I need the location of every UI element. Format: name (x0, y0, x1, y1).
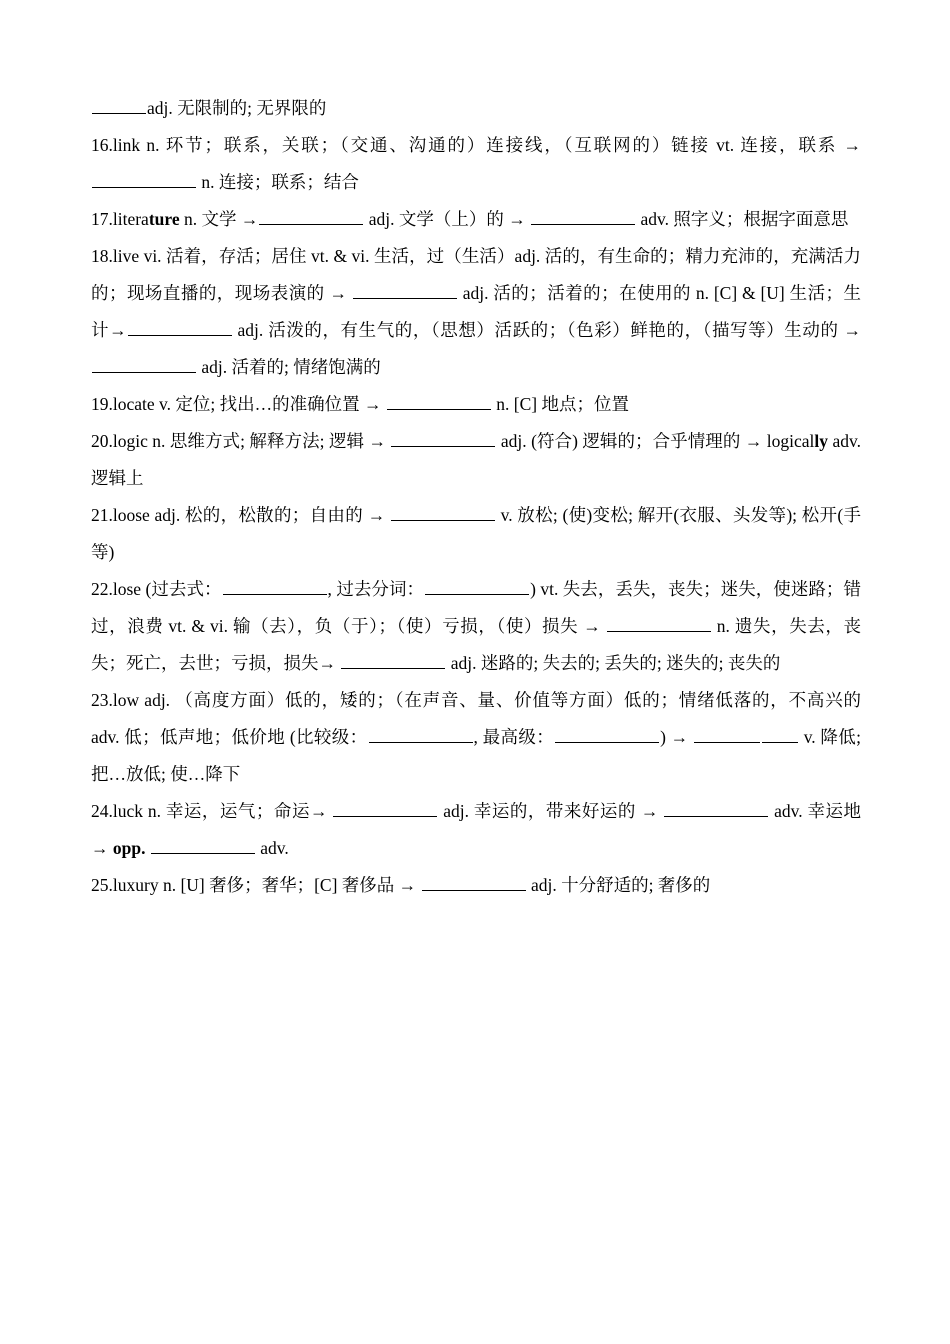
entry-text: adv. 幸运地 → (91, 801, 862, 858)
answer-blank[interactable] (341, 650, 445, 669)
entry-15 (91, 90, 861, 127)
entry-21-loose (91, 497, 861, 571)
answer-blank[interactable] (92, 354, 196, 373)
entry-bold-text: ly (814, 431, 829, 451)
entry-text: adv. 照字义；根据字面意思 (640, 209, 849, 229)
entry-text: adj. (符合) 逻辑的；合乎情理的 → (500, 431, 763, 451)
entry-text: , 过去分词： (327, 579, 425, 599)
entry-text: ) vt. 失去，丢失，丧失；迷失，使迷路；错过，浪费 vt. & vi. 输（去），负（于）；（使）亏损，（使）损失 → (91, 579, 861, 636)
entry-20-logic (91, 423, 861, 497)
entry-text: 16.link n. 环节；联系，关联；（交通、沟通的）连接线，（互联网的）链接 vt. 连接，联系 → (91, 135, 861, 155)
entry-bold-text: ture (148, 209, 180, 229)
entry-text: logical (766, 431, 815, 451)
entry-text: adj. 活的；活着的；在使用的 n. [C] & [U] 生活；生计→ (91, 283, 862, 340)
entry-19-locate (91, 386, 861, 423)
entry-bold-text: opp. (112, 838, 146, 858)
answer-blank[interactable] (92, 95, 146, 114)
entry-18-live (91, 238, 861, 386)
answer-blank[interactable] (555, 724, 659, 743)
entry-text: adj. 活泼的，有生气的，（思想）活跃的；（色彩）鲜艳的，（描写等）生动的 → (237, 320, 861, 340)
entry-text: ) → (660, 727, 689, 747)
entry-25-luxury (91, 867, 861, 904)
entry-text: adj. 迷路的; 失去的; 丢失的; 迷失的; 丧失的 (450, 653, 781, 673)
entry-text: adj. 十分舒适的; 奢侈的 (530, 875, 711, 895)
entry-text: 24.luck n. 幸运，运气；命运→ (91, 801, 328, 821)
answer-blank[interactable] (128, 317, 232, 336)
entry-text: 19.locate v. 定位; 找出…的准确位置 → (91, 394, 382, 414)
entry-text: adv. (260, 838, 289, 858)
entry-23-low (91, 682, 861, 793)
answer-blank[interactable] (664, 798, 768, 817)
entry-text: , 最高级： (473, 727, 555, 747)
entry-text: 25.luxury n. [U] 奢侈；奢华；[C] 奢侈品 → (91, 875, 417, 895)
entry-text: n. 连接；联系；结合 (201, 172, 359, 192)
document-page (91, 90, 861, 904)
entry-16-link (91, 127, 861, 201)
answer-blank[interactable] (223, 576, 327, 595)
entry-17-literature (91, 201, 861, 238)
answer-blank[interactable] (694, 724, 760, 743)
entry-text: 17.litera (91, 209, 149, 229)
answer-blank[interactable] (92, 169, 196, 188)
answer-blank[interactable] (531, 206, 635, 225)
answer-blank[interactable] (387, 391, 491, 410)
entry-text: n. 文学 → (179, 209, 259, 229)
entry-text: v. 降低; 把…放低; 使…降下 (91, 727, 862, 784)
answer-blank[interactable] (369, 724, 473, 743)
entry-24-luck (91, 793, 861, 867)
answer-blank[interactable] (333, 798, 437, 817)
answer-blank[interactable] (259, 206, 363, 225)
answer-blank[interactable] (353, 280, 457, 299)
entry-text: 21.loose adj. 松的，松散的；自由的 → (91, 505, 386, 525)
entry-text: n. 遗失，失去，丧失；死亡，去世；亏损，损失→ (91, 616, 862, 673)
entry-text: 22.lose (过去式： (91, 579, 222, 599)
entry-text: 18.live vi. 活着，存活；居住 vt. & vi. 生活，过（生活）adj. 活的，有生命的；精力充沛的，充满活力的；现场直播的，现场表演的 → (91, 246, 861, 303)
answer-blank[interactable] (422, 872, 526, 891)
entry-text: n. [C] 地点；位置 (496, 394, 629, 414)
answer-blank[interactable] (151, 835, 255, 854)
entry-text: adj. 活着的; 情绪饱满的 (201, 357, 381, 377)
answer-blank[interactable] (762, 724, 798, 743)
answer-blank[interactable] (607, 613, 711, 632)
answer-blank[interactable] (391, 502, 495, 521)
answer-blank[interactable] (391, 428, 495, 447)
entry-22-lose (91, 571, 861, 682)
entry-text: v. 放松; (使)变松; 解开(衣服、头发等); 松开(手等) (91, 505, 861, 562)
entry-text: adj. 幸运的，带来好运的 → (443, 801, 659, 821)
answer-blank[interactable] (425, 576, 529, 595)
entry-text: 20.logic n. 思维方式; 解释方法; 逻辑 → (91, 431, 387, 451)
entry-text: 23.low adj. （高度方面）低的，矮的；（在声音、量、价值等方面）低的；情绪低落的，不高兴的 adv. 低；低声地；低价地 (比较级： (91, 690, 861, 747)
entry-text: adv. 逻辑上 (91, 431, 861, 488)
entry-text: adj. 文学（上）的 → (368, 209, 526, 229)
entry-text: adj. 无限制的; 无界限的 (147, 98, 327, 118)
